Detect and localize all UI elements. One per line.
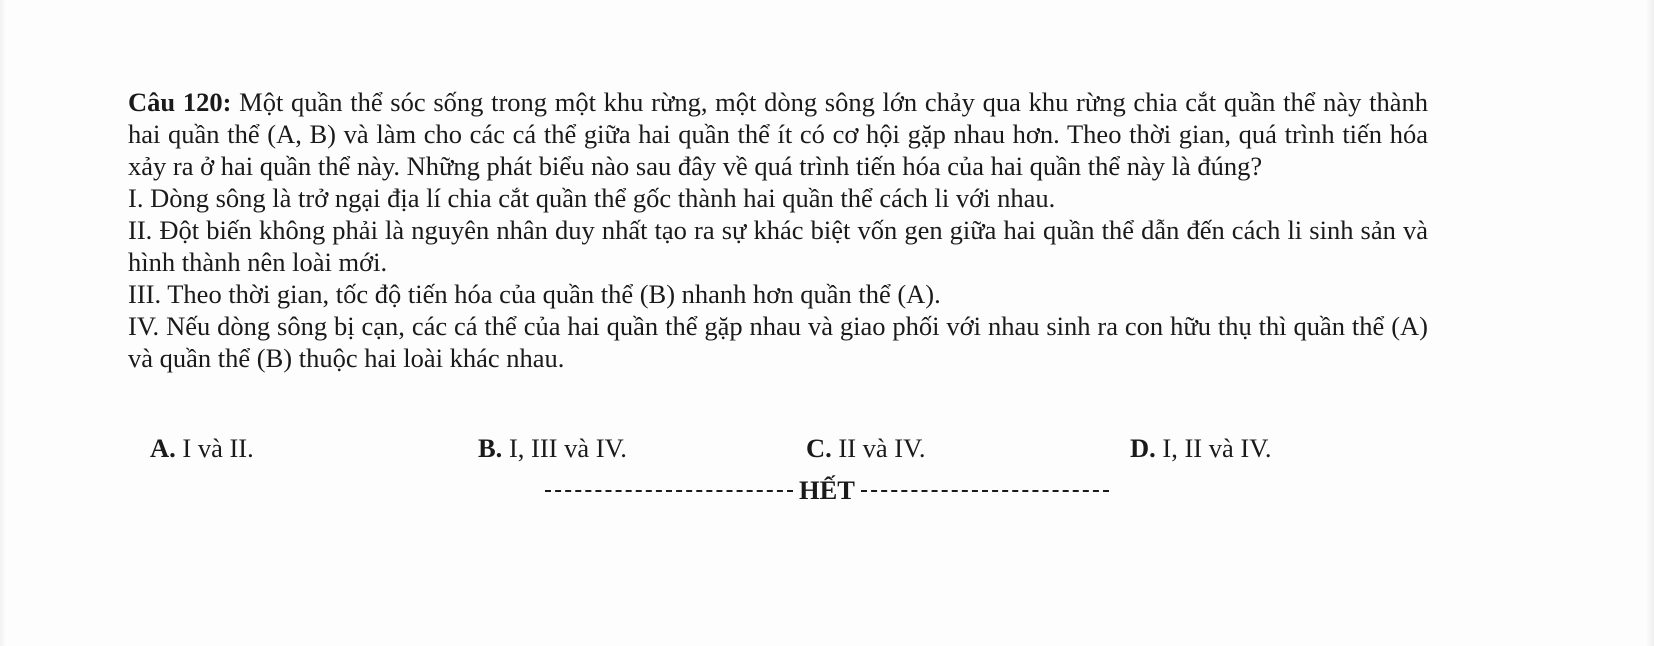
option-b[interactable] [478, 432, 627, 464]
option-b-text: I, III và IV. [502, 433, 627, 463]
option-d[interactable] [1130, 432, 1272, 464]
question-block [128, 86, 1428, 374]
statement-1: I. Dòng sông là trở ngại địa lí chia cắt quần thể gốc thành hai quần thể cách li với nhau. [128, 183, 1056, 213]
option-d-text: I, II và IV. [1155, 433, 1272, 463]
end-marker-text: HẾT [799, 475, 855, 505]
option-a-text: I và II. [175, 433, 254, 463]
question-stem-paragraph [128, 86, 1428, 182]
option-d-letter: D. [1130, 433, 1156, 463]
option-c-text: II và IV. [831, 433, 926, 463]
end-dash-right [861, 490, 1109, 492]
option-c-letter: C. [806, 433, 832, 463]
scan-edge-left [0, 0, 6, 646]
option-a-letter: A. [150, 433, 176, 463]
option-c[interactable] [806, 432, 925, 464]
option-b-letter: B. [478, 433, 503, 463]
statement-2: II. Đột biến không phải là nguyên nhân duy nhất tạo ra sự khác biệt vốn gen giữa hai quần thể dẫn đến cách li sinh sản và hình thành nên loài mới. [128, 215, 1428, 277]
end-dash-left [545, 490, 793, 492]
end-marker [0, 474, 1654, 506]
question-label: Câu 120: [128, 87, 232, 117]
statement-4: IV. Nếu dòng sông bị cạn, các cá thể của hai quần thể gặp nhau và giao phối với nhau sinh ra con hữu thụ thì quần thể (A) và quần thể (B) thuộc hai loài khác nhau. [128, 311, 1428, 373]
answer-options [0, 432, 1654, 466]
option-a[interactable] [150, 432, 254, 464]
scan-edge-right [1646, 0, 1654, 646]
statement-3: III. Theo thời gian, tốc độ tiến hóa của quần thể (B) nhanh hơn quần thể (A). [128, 279, 941, 309]
question-stem: Một quần thể sóc sống trong một khu rừng, một dòng sông lớn chảy qua khu rừng chia cắt quần thể này thành hai quần thể (A, B) và làm cho các cá thể giữa hai quần thể ít có cơ hội gặp nhau hơn. Theo thời gian, quá trình tiến hóa xảy ra ở hai quần thể này. Những phát biểu nào sau đây về quá trình tiến hóa của hai quần thể này là đúng? [128, 87, 1429, 181]
